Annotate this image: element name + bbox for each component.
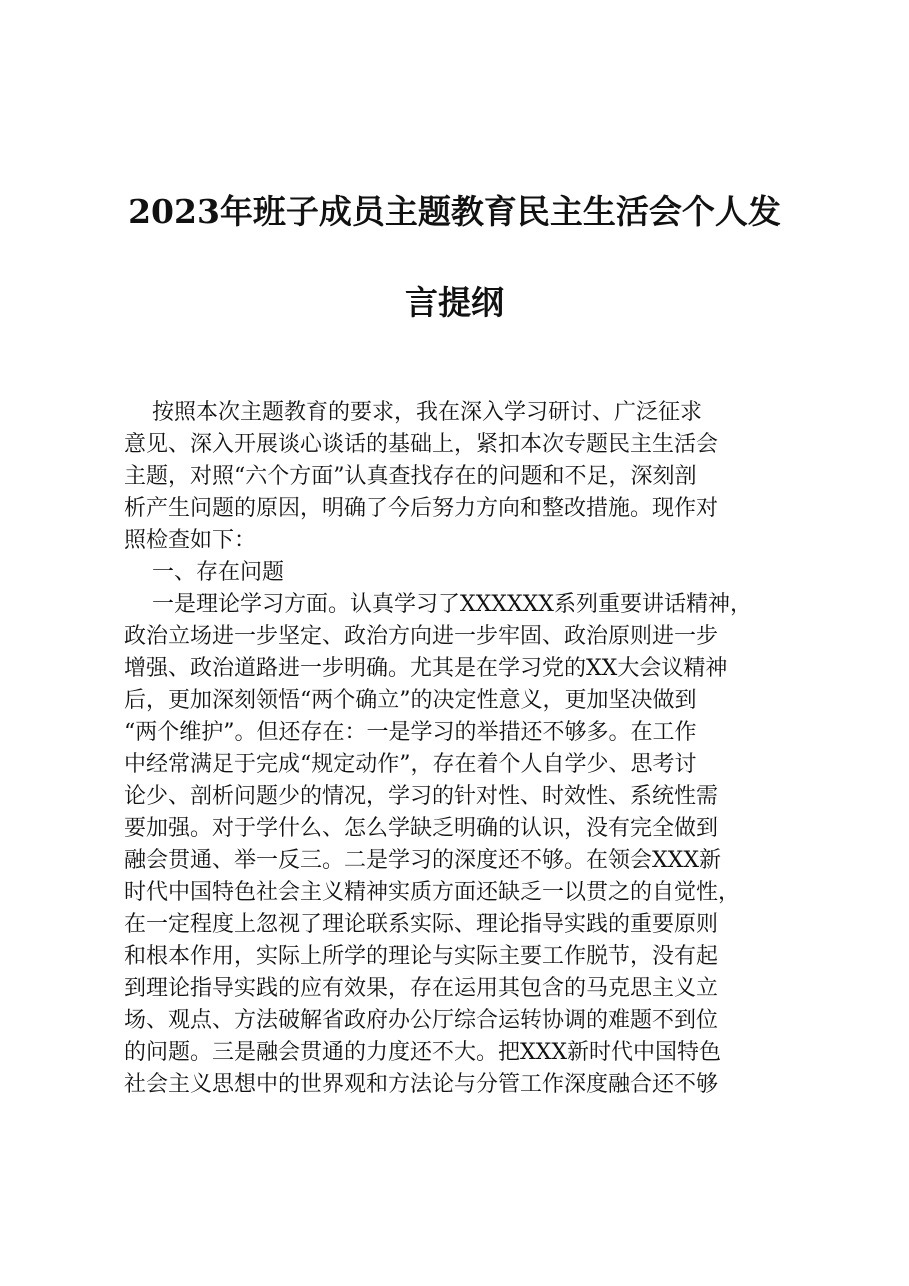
paragraph-line: 主题，对照“六个方面”认真查找存在的问题和不足，深刻剖 bbox=[124, 464, 697, 489]
paragraph-line: 在一定程度上忽视了理论联系实际、理论指导实践的重要原则 bbox=[124, 912, 719, 937]
paragraph-line: 场、观点、方法破解省政府办公厅综合运转协调的难题不到位 bbox=[124, 1008, 719, 1033]
paragraph-line: 政治立场进一步坚定、政治方向进一步牢固、政治原则进一步 bbox=[124, 624, 719, 649]
paragraph-line: 意见、深入开展谈心谈话的基础上，紧扣本次专题民主生活会 bbox=[124, 432, 719, 457]
paragraph-line: 要加强。对于学什么、怎么学缺乏明确的认识，没有完全做到 bbox=[124, 816, 719, 841]
paragraph-line: 和根本作用，实际上所学的理论与实际主要工作脱节，没有起 bbox=[124, 944, 719, 969]
document-title-line-2: 言提纲 bbox=[405, 283, 504, 322]
paragraph-line: 到理论指导实践的应有效果，存在运用其包含的马克思主义立 bbox=[124, 976, 719, 1001]
paragraph-line: 融会贯通、举一反三。二是学习的深度还不够。在领会XXX新 bbox=[124, 848, 721, 873]
paragraph-line: 后，更加深刻领悟“两个确立”的决定性意义，更加坚决做到 bbox=[124, 688, 697, 713]
paragraph-line: 一是理论学习方面。认真学习了XXXXXX系列重要讲话精神， bbox=[124, 592, 752, 617]
paragraph-line: 照检查如下： bbox=[124, 528, 257, 553]
paragraph-line: 的问题。三是融会贯通的力度还不大。把XXX新时代中国特色 bbox=[124, 1040, 721, 1065]
section-heading: 一、存在问题 bbox=[124, 560, 284, 585]
paragraph-line: 析产生问题的原因，明确了今后努力方向和整改措施。现作对 bbox=[124, 496, 719, 521]
paragraph-line: 按照本次主题教育的要求，我在深入学习研讨、广泛征求 bbox=[124, 400, 702, 425]
document-title-line-1: 2023年班子成员主题教育民主生活会个人发 bbox=[128, 192, 781, 231]
paragraph-line: 中经常满足于完成“规定动作”，存在着个人自学少、思考讨 bbox=[124, 752, 697, 777]
paragraph-line: 论少、剖析问题少的情况，学习的针对性、时效性、系统性需 bbox=[124, 784, 719, 809]
paragraph-line: 社会主义思想中的世界观和方法论与分管工作深度融合还不够 bbox=[124, 1072, 719, 1097]
paragraph-line: “两个维护”。但还存在：一是学习的举措还不够多。在工作 bbox=[124, 720, 697, 745]
paragraph-line: 时代中国特色社会主义精神实质方面还缺乏一以贯之的自觉性， bbox=[124, 880, 741, 905]
paragraph-line: 增强、政治道路进一步明确。尤其是在学习党的XX大会议精神 bbox=[124, 656, 728, 681]
